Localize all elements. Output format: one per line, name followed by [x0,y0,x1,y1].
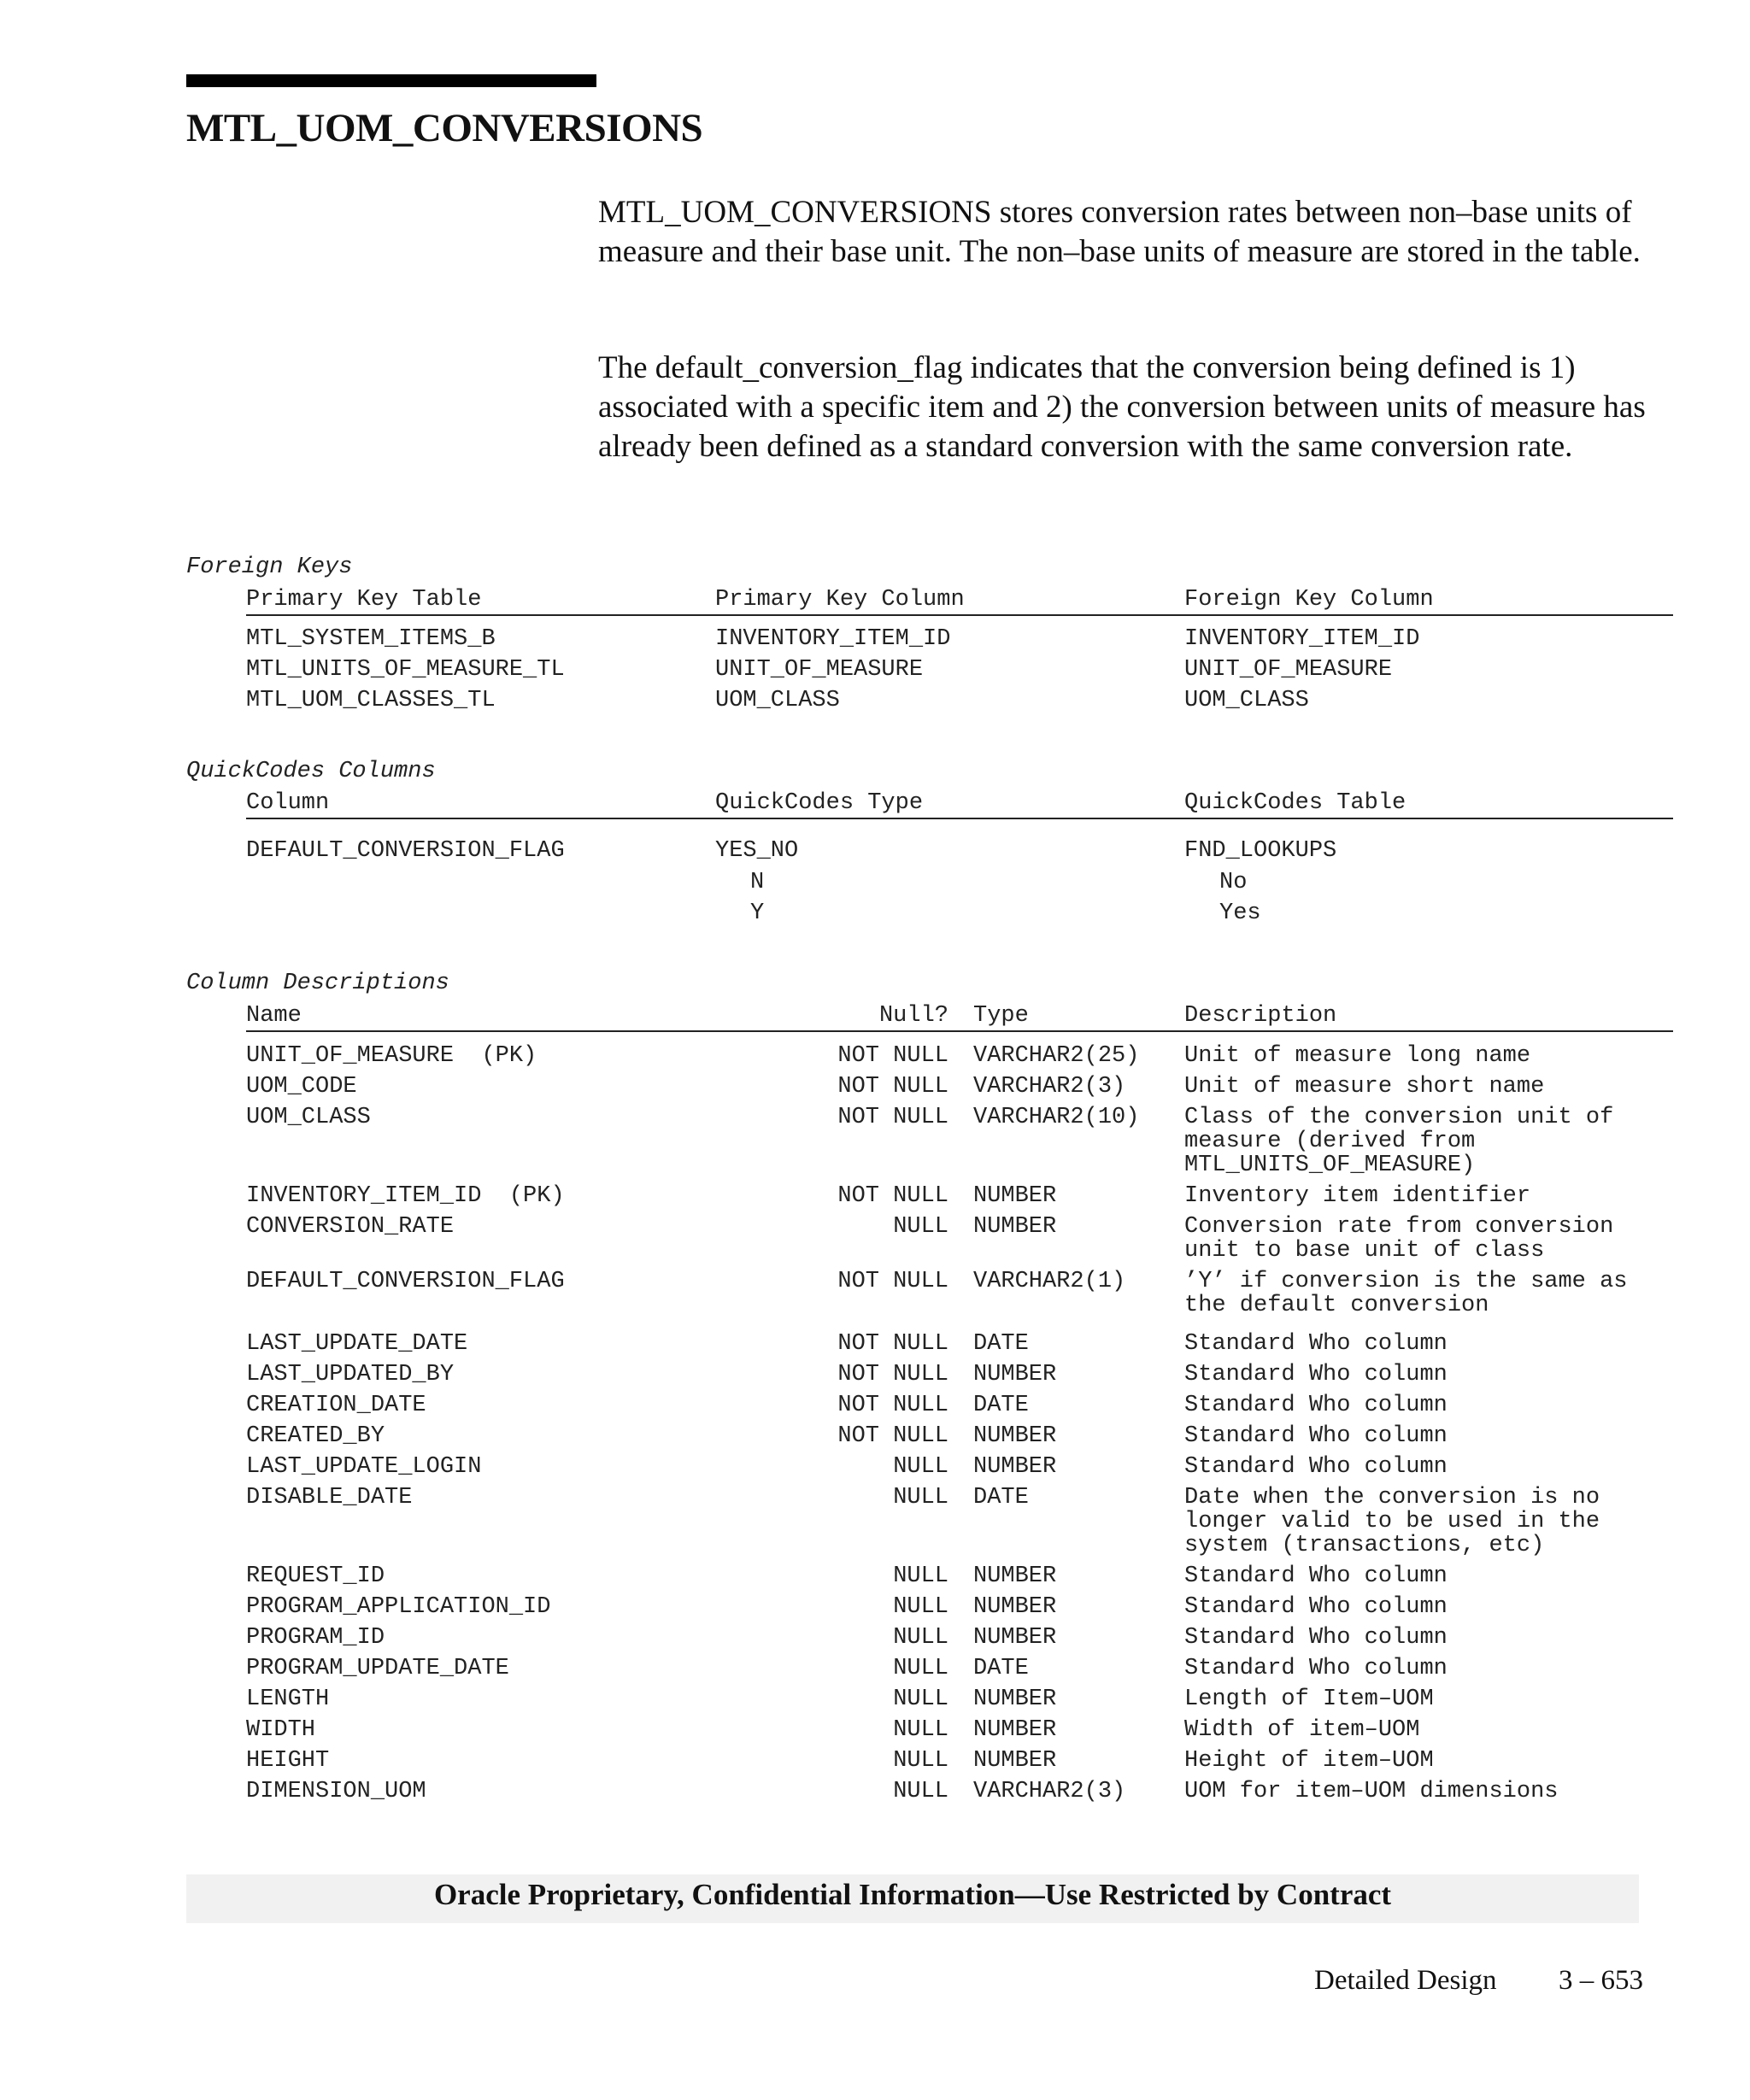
qc-table: FND_LOOKUPS [1184,838,1337,864]
column-description: Standard Who column [1184,1423,1448,1449]
column-nullable: NULL [893,1625,948,1651]
column-type: NUMBER [973,1454,1057,1480]
column-name: UOM_CLASS [246,1105,371,1130]
foreign-keys-label: Foreign Keys [186,554,353,580]
fk-pk-column: UOM_CLASS [715,688,840,713]
column-type: NUMBER [973,1362,1057,1387]
column-type: DATE [973,1393,1029,1418]
column-name: REQUEST_ID [246,1563,385,1589]
column-description: Width of item–UOM [1184,1717,1420,1743]
column-type: NUMBER [973,1214,1057,1240]
flag-paragraph: The default_conversion_flag indicates that the conversion being defined is 1) associated with a specific item and 2) the conversion between units of measure has already been defined as a standard conversion with the same conversion rate. [598,350,1646,464]
col-header-description: Description [1184,1003,1337,1029]
col-header-rule [246,1030,1673,1032]
column-name: WIDTH [246,1717,316,1743]
column-nullable: NOT NULL [837,1331,948,1357]
qc-code: Y [750,900,765,926]
column-description: Unit of measure long name [1184,1043,1531,1069]
column-name: CREATED_BY [246,1423,385,1449]
column-type: VARCHAR2(3) [973,1074,1126,1100]
column-name: PROGRAM_ID [246,1625,385,1651]
fk-pk-table: MTL_UNITS_OF_MEASURE_TL [246,657,565,683]
column-description: Conversion rate from conversion unit to base unit of class [1184,1214,1614,1264]
footer-section: Detailed Design [1314,1965,1497,1996]
qc-column: DEFAULT_CONVERSION_FLAG [246,838,565,864]
column-type: NUMBER [973,1423,1057,1449]
column-name: PROGRAM_UPDATE_DATE [246,1656,509,1681]
column-description: Date when the conversion is no longer valid to be used in the system (transactions, etc) [1184,1485,1600,1558]
column-nullable: NOT NULL [837,1043,948,1069]
column-nullable: NULL [893,1717,948,1743]
column-type: VARCHAR2(25) [973,1043,1140,1069]
column-nullable: NULL [893,1454,948,1480]
column-nullable: NOT NULL [837,1362,948,1387]
fk-pk-table: MTL_SYSTEM_ITEMS_B [246,626,496,652]
column-description: Standard Who column [1184,1563,1448,1589]
column-nullable: NOT NULL [837,1183,948,1209]
column-nullable: NOT NULL [837,1423,948,1449]
column-nullable: NULL [893,1748,948,1774]
column-description: Standard Who column [1184,1362,1448,1387]
column-type: NUMBER [973,1717,1057,1743]
column-name: CREATION_DATE [246,1393,426,1418]
column-name: CONVERSION_RATE [246,1214,455,1240]
quickcodes-label: QuickCodes Columns [186,759,436,784]
column-descriptions-label: Column Descriptions [186,971,449,996]
column-description: Standard Who column [1184,1454,1448,1480]
column-type: VARCHAR2(10) [973,1105,1140,1130]
page-title: MTL_UOM_CONVERSIONS [186,106,703,150]
qc-meaning: Yes [1219,900,1261,926]
column-type: DATE [973,1656,1029,1681]
column-type: DATE [973,1331,1029,1357]
intro-paragraph: MTL_UOM_CONVERSIONS stores conversion rates between non–base units of measure and their base unit. The non–base units of measure are stored in the table. [598,195,1641,269]
column-type: NUMBER [973,1686,1057,1712]
column-description: Unit of measure short name [1184,1074,1545,1100]
column-type: NUMBER [973,1594,1057,1620]
column-type: VARCHAR2(1) [973,1269,1126,1294]
qc-meaning: No [1219,870,1248,895]
column-name: HEIGHT [246,1748,330,1774]
column-description: Standard Who column [1184,1594,1448,1620]
column-description: Height of item–UOM [1184,1748,1434,1774]
column-nullable: NOT NULL [837,1269,948,1294]
fk-header-rule [246,614,1673,616]
column-description: Standard Who column [1184,1656,1448,1681]
column-nullable: NULL [893,1485,948,1510]
column-type: DATE [973,1485,1029,1510]
column-type: NUMBER [973,1748,1057,1774]
column-description: Inventory item identifier [1184,1183,1531,1209]
fk-pk-column: UNIT_OF_MEASURE [715,657,924,683]
fk-pk-table: MTL_UOM_CLASSES_TL [246,688,496,713]
column-description: ’Y’ if conversion is the same as the default conversion [1184,1269,1628,1318]
col-header-type: Type [973,1003,1029,1029]
qc-code: N [750,870,765,895]
column-description: Standard Who column [1184,1331,1448,1357]
column-nullable: NULL [893,1563,948,1589]
qc-header-type: QuickCodes Type [715,790,924,816]
column-nullable: NOT NULL [837,1074,948,1100]
column-name: DISABLE_DATE [246,1485,413,1510]
column-name: PROGRAM_APPLICATION_ID [246,1594,551,1620]
column-nullable: NULL [893,1779,948,1804]
column-name: UNIT_OF_MEASURE (PK) [246,1043,537,1069]
column-name: DIMENSION_UOM [246,1779,426,1804]
column-name: LENGTH [246,1686,330,1712]
column-nullable: NULL [893,1686,948,1712]
page-number: 3 – 653 [1559,1965,1643,1996]
fk-fk-column: UNIT_OF_MEASURE [1184,657,1393,683]
fk-header-pk-column: Primary Key Column [715,587,965,613]
title-rule [186,74,596,87]
column-description: Standard Who column [1184,1625,1448,1651]
column-name: LAST_UPDATED_BY [246,1362,455,1387]
column-description: Standard Who column [1184,1393,1448,1418]
column-name: INVENTORY_ITEM_ID (PK) [246,1183,565,1209]
qc-header-table: QuickCodes Table [1184,790,1406,816]
fk-header-fk-column: Foreign Key Column [1184,587,1434,613]
col-header-null: Null? [878,1003,948,1029]
column-description: UOM for item–UOM dimensions [1184,1779,1559,1804]
column-type: NUMBER [973,1183,1057,1209]
qc-type: YES_NO [715,838,799,864]
column-name: UOM_CODE [246,1074,357,1100]
column-description: Class of the conversion unit of measure (derived from MTL_UNITS_OF_MEASURE) [1184,1105,1614,1178]
column-name: DEFAULT_CONVERSION_FLAG [246,1269,565,1294]
column-type: NUMBER [973,1625,1057,1651]
column-nullable: NULL [893,1594,948,1620]
qc-header-column: Column [246,790,330,816]
column-type: VARCHAR2(3) [973,1779,1126,1804]
column-name: LAST_UPDATE_LOGIN [246,1454,482,1480]
fk-fk-column: INVENTORY_ITEM_ID [1184,626,1420,652]
fk-header-pk-table: Primary Key Table [246,587,482,613]
column-nullable: NULL [893,1656,948,1681]
column-nullable: NOT NULL [837,1393,948,1418]
column-type: NUMBER [973,1563,1057,1589]
col-header-name: Name [246,1003,302,1029]
column-name: LAST_UPDATE_DATE [246,1331,468,1357]
fk-fk-column: UOM_CLASS [1184,688,1309,713]
column-nullable: NULL [893,1214,948,1240]
fk-pk-column: INVENTORY_ITEM_ID [715,626,951,652]
confidentiality-notice: Oracle Proprietary, Confidential Information––Use Restricted by Contract [433,1878,1392,1911]
column-description: Length of Item–UOM [1184,1686,1434,1712]
column-nullable: NOT NULL [837,1105,948,1130]
qc-header-rule [246,818,1673,819]
